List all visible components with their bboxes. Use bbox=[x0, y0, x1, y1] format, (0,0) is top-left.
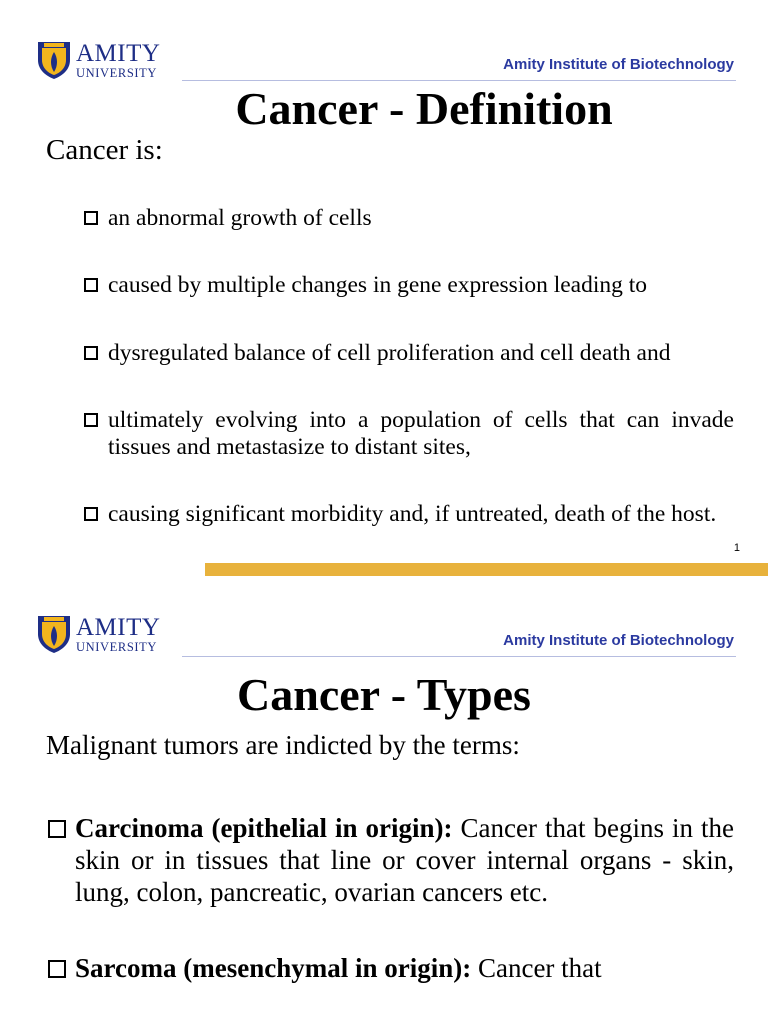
footer-gold-bar bbox=[205, 563, 768, 576]
header-divider bbox=[182, 80, 736, 81]
logo-amity-text: AMITY bbox=[76, 613, 161, 641]
checkbox-bullet-icon bbox=[84, 413, 98, 427]
list-item bbox=[48, 812, 734, 908]
list-item: ultimately evolving into a population of cells that can invade tissues and metastasize to distant sites, bbox=[84, 407, 734, 461]
slide-2 bbox=[0, 576, 768, 1024]
slide-title: Cancer - Definition bbox=[235, 83, 613, 134]
type-term: Carcinoma (epithelial in origin): bbox=[75, 813, 453, 843]
amity-shield-icon bbox=[36, 40, 72, 80]
header-divider bbox=[182, 656, 736, 657]
list-item bbox=[48, 952, 734, 984]
list-item: dysregulated balance of cell proliferation and cell death and bbox=[84, 340, 734, 367]
institute-name: Amity Institute of Biotechnology bbox=[503, 56, 734, 73]
checkbox-bullet-icon bbox=[48, 960, 66, 978]
list-item: caused by multiple changes in gene expression leading to bbox=[84, 272, 734, 299]
logo-amity-text: AMITY bbox=[76, 39, 161, 67]
lead-text: Malignant tumors are indicted by the terms: bbox=[46, 730, 520, 760]
type-term: Sarcoma (mesenchymal in origin): bbox=[75, 953, 472, 983]
type-description: Cancer that begins in the skin or in tissues that line or cover internal organs - skin, lung, colon, pancreatic, ovarian cancers etc. bbox=[75, 813, 734, 907]
institute-name: Amity Institute of Biotechnology bbox=[503, 632, 734, 649]
slide-title: Cancer - Types bbox=[237, 669, 531, 720]
cancer-types-list bbox=[48, 812, 734, 1024]
amity-logo bbox=[36, 40, 160, 80]
lead-text: Cancer is: bbox=[46, 134, 163, 166]
checkbox-bullet-icon bbox=[84, 278, 98, 292]
logo-university-text: UNIVERSITY bbox=[76, 639, 157, 654]
checkbox-bullet-icon bbox=[48, 820, 66, 838]
page-number: 1 bbox=[733, 542, 740, 554]
logo-university-text: UNIVERSITY bbox=[76, 65, 157, 80]
checkbox-bullet-icon bbox=[84, 346, 98, 360]
checkbox-bullet-icon bbox=[84, 507, 98, 521]
list-item: causing significant morbidity and, if untreated, death of the host. bbox=[84, 501, 734, 528]
checkbox-bullet-icon bbox=[84, 211, 98, 225]
amity-shield-icon bbox=[36, 614, 72, 654]
definition-bullet-list bbox=[84, 205, 734, 528]
list-item: an abnormal growth of cells bbox=[84, 205, 734, 232]
type-description: Cancer that bbox=[471, 953, 602, 983]
amity-logo bbox=[36, 614, 160, 654]
